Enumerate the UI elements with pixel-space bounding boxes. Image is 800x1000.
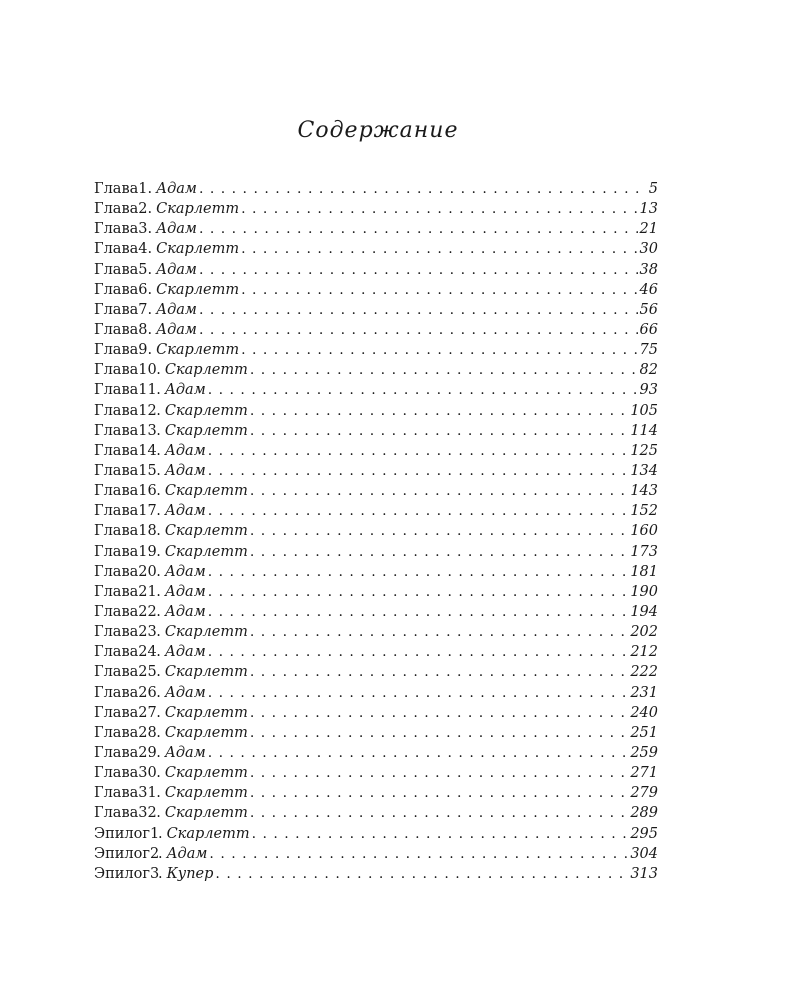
toc-dot-leader: [208, 501, 629, 521]
toc-entry: [94, 683, 658, 703]
toc-entry-title: Скарлетт: [164, 543, 248, 560]
toc-entry-number: 9: [138, 342, 148, 359]
toc-entry-page: 152: [630, 503, 658, 520]
toc-entry-separator: .: [156, 805, 161, 822]
toc-entry-kind: Эпилог: [94, 825, 150, 842]
toc-entry-number: 3: [149, 865, 160, 882]
toc-entry-title: Адам: [164, 744, 206, 761]
toc-entry-kind: Глава: [94, 281, 139, 298]
toc-entry-page: 114: [630, 422, 658, 439]
toc-entry: [94, 380, 658, 400]
toc-entry-number: 5: [138, 261, 148, 278]
toc-entry-separator: .: [156, 563, 161, 580]
toc-entry-number: 27: [138, 704, 157, 721]
toc-entry-number: 14: [138, 442, 157, 459]
toc-entry: [94, 280, 658, 300]
toc-entry-kind: Глава: [94, 382, 139, 399]
toc-entry-kind: Глава: [94, 442, 139, 459]
toc-entry-kind: Глава: [94, 483, 139, 500]
toc-entry: [94, 219, 658, 239]
toc-entry-number: 31: [138, 785, 157, 802]
toc-entry-page: 295: [630, 825, 658, 842]
toc-entry: [94, 340, 658, 360]
toc-entry-title: Скарлетт: [164, 664, 248, 681]
toc-dot-leader: [250, 723, 628, 743]
toc-entry-kind: Глава: [94, 765, 139, 782]
toc-dot-leader: [250, 662, 628, 682]
toc-entry: [94, 461, 658, 481]
toc-entry-kind: Глава: [94, 241, 139, 258]
toc-entry-separator: .: [147, 301, 153, 318]
toc-entry: [94, 441, 658, 461]
toc-entry-title: Скарлетт: [164, 724, 248, 741]
toc-entry-kind: Глава: [94, 321, 139, 338]
toc-entry-separator: .: [156, 442, 161, 459]
toc-entry-kind: Глава: [94, 362, 139, 379]
toc-entry-separator: .: [147, 201, 153, 218]
toc-entry-title: Скарлетт: [164, 402, 248, 419]
toc-entry-title: Адам: [164, 442, 206, 459]
toc-entry-page: 46: [639, 281, 658, 298]
toc-entry-number: 26: [138, 684, 157, 701]
toc-entry-separator: .: [147, 261, 153, 278]
toc-entry-separator: .: [147, 342, 153, 359]
toc-entry-separator: .: [147, 281, 153, 298]
toc-entry-kind: Глава: [94, 744, 139, 761]
toc-entry: [94, 864, 658, 884]
toc-dot-leader: [208, 582, 629, 602]
toc-entry-page: 56: [639, 301, 658, 318]
toc-entry-page: 304: [630, 845, 658, 862]
toc-entry-separator: .: [147, 221, 153, 238]
toc-entry: [94, 562, 658, 582]
toc-dot-leader: [250, 401, 628, 421]
toc-entry-title: Купер: [166, 865, 214, 882]
toc-dot-leader: [250, 421, 628, 441]
toc-entry: [94, 421, 658, 441]
toc-entry-separator: .: [156, 624, 161, 641]
toc-dot-leader: [241, 280, 637, 300]
toc-entry-title: Адам: [164, 503, 206, 520]
toc-entry-number: 20: [138, 563, 157, 580]
toc-entry-separator: .: [156, 744, 161, 761]
toc-entry: [94, 521, 658, 541]
toc-dot-leader: [199, 219, 638, 239]
toc-entry-title: Скарлетт: [164, 624, 248, 641]
toc-dot-leader: [199, 179, 647, 199]
toc-dot-leader: [250, 521, 628, 541]
toc-entry-page: 5: [648, 181, 658, 197]
toc-entry-kind: Глава: [94, 543, 139, 560]
toc-entry-separator: .: [156, 603, 161, 620]
toc-entry-title: Адам: [156, 321, 197, 338]
toc-entry: [94, 542, 658, 562]
toc-entry-separator: .: [156, 362, 161, 379]
toc-entry: [94, 582, 658, 602]
toc-dot-leader: [208, 602, 629, 622]
toc-entry-separator: .: [156, 543, 161, 560]
toc-entry-number: 12: [138, 402, 157, 419]
toc-entry: [94, 239, 658, 259]
toc-entry-separator: .: [156, 483, 161, 500]
toc-entry-kind: Глава: [94, 644, 139, 661]
toc-entry-separator: .: [156, 664, 161, 681]
toc-entry-separator: .: [156, 644, 161, 661]
toc-entry-kind: Глава: [94, 785, 139, 802]
toc-entry-separator: .: [156, 422, 161, 439]
toc-dot-leader: [215, 864, 628, 884]
toc-entry-separator: .: [156, 402, 161, 419]
toc-entry-kind: Глава: [94, 221, 139, 238]
toc-entry-title: Скарлетт: [156, 342, 240, 359]
toc-entry-title: Скарлетт: [164, 422, 248, 439]
toc-entry: [94, 763, 658, 783]
toc-entry-number: 23: [138, 624, 157, 641]
toc-entry-page: 289: [630, 805, 658, 822]
toc-entry-title: Скарлетт: [164, 765, 248, 782]
toc-entry: [94, 703, 658, 723]
toc-entry-number: 3: [138, 221, 148, 238]
toc-entry-separator: .: [156, 765, 161, 782]
toc-entry-kind: Глава: [94, 201, 139, 218]
toc-entry-page: 13: [639, 201, 658, 218]
toc-entry-number: 22: [138, 603, 157, 620]
toc-dot-leader: [199, 320, 638, 340]
toc-entry-title: Скарлетт: [166, 825, 250, 842]
toc-dot-leader: [250, 481, 628, 501]
toc-entry: [94, 622, 658, 642]
toc-entry-page: 160: [630, 523, 658, 540]
page-title: Содержание: [297, 118, 459, 143]
toc-entry: [94, 642, 658, 662]
toc-entry-title: Адам: [164, 382, 206, 399]
toc-entry-kind: Глава: [94, 503, 139, 520]
toc-entry-number: 21: [138, 583, 157, 600]
toc-entry-page: 82: [639, 362, 658, 379]
toc-dot-leader: [199, 300, 638, 320]
toc-entry: [94, 481, 658, 501]
toc-entry-number: 1: [138, 181, 148, 197]
toc-entry-title: Адам: [164, 684, 206, 701]
toc-dot-leader: [209, 844, 628, 864]
toc-dot-leader: [250, 542, 628, 562]
toc-entry-page: 30: [639, 241, 658, 258]
toc-entry: [94, 662, 658, 682]
toc-entry-title: Адам: [156, 261, 197, 278]
toc-entry: [94, 723, 658, 743]
toc-entry-kind: Глава: [94, 603, 139, 620]
toc-entry-separator: .: [157, 845, 163, 862]
toc-dot-leader: [250, 803, 628, 823]
toc-entry: [94, 824, 658, 844]
toc-entry-number: 18: [138, 523, 157, 540]
toc-entry-kind: Глава: [94, 583, 139, 600]
toc-entry-title: Адам: [156, 301, 197, 318]
toc-entry-title: Адам: [156, 181, 197, 197]
toc-entry-number: 2: [138, 201, 148, 218]
toc-entry-page: 240: [630, 704, 658, 721]
toc-entry-page: 125: [630, 442, 658, 459]
toc-entry-page: 231: [630, 684, 658, 701]
toc-entry-page: 38: [639, 261, 658, 278]
toc-entry-page: 93: [639, 382, 658, 399]
toc-entry-title: Адам: [164, 603, 206, 620]
toc-entry-number: 2: [149, 845, 160, 862]
toc-entry: [94, 260, 658, 280]
toc-entry-title: Адам: [166, 845, 208, 862]
toc-entry-separator: .: [156, 724, 161, 741]
toc-entry-page: 222: [630, 664, 658, 681]
toc-entry-kind: Эпилог: [94, 845, 150, 862]
toc-entry-kind: Глава: [94, 402, 139, 419]
toc-dot-leader: [250, 360, 638, 380]
toc-entry-kind: Глава: [94, 704, 139, 721]
toc-entry-title: Адам: [164, 583, 206, 600]
toc-entry: [94, 844, 658, 864]
toc-entry-title: Адам: [164, 644, 206, 661]
toc-dot-leader: [241, 239, 637, 259]
toc-entry-separator: .: [147, 321, 153, 338]
toc-entry-separator: .: [147, 241, 153, 258]
toc-entry-page: 212: [630, 644, 658, 661]
toc-entry-number: 19: [138, 543, 157, 560]
toc-dot-leader: [252, 824, 629, 844]
toc-entry-title: Адам: [164, 563, 206, 580]
toc-entry-title: Адам: [164, 462, 206, 479]
toc-entry-title: Адам: [156, 221, 197, 238]
toc-entry: [94, 803, 658, 823]
toc-dot-leader: [208, 743, 629, 763]
toc-entry-separator: .: [156, 704, 161, 721]
toc-dot-leader: [208, 380, 638, 400]
toc-entry-number: 13: [138, 422, 157, 439]
toc-entry-page: 75: [639, 342, 658, 359]
toc-entry-kind: Глава: [94, 684, 139, 701]
toc-entry-page: 313: [630, 865, 658, 882]
toc-entry: [94, 743, 658, 763]
toc-entry-separator: .: [157, 825, 163, 842]
toc-entry-separator: .: [156, 684, 161, 701]
toc-entry-number: 15: [138, 462, 157, 479]
toc-entry-kind: Глава: [94, 181, 139, 197]
toc-entry-kind: Эпилог: [94, 865, 150, 882]
toc-entry-number: 24: [138, 644, 157, 661]
toc-entry-page: 271: [630, 765, 658, 782]
toc-entry-title: Скарлетт: [156, 241, 240, 258]
toc-entry-separator: .: [156, 462, 161, 479]
toc-entry: [94, 602, 658, 622]
toc-dot-leader: [241, 340, 637, 360]
toc-entry-kind: Глава: [94, 805, 139, 822]
toc-entry-page: 66: [639, 321, 658, 338]
toc-entry-page: 190: [630, 583, 658, 600]
toc-entry-page: 202: [630, 624, 658, 641]
toc-entry-number: 25: [138, 664, 157, 681]
toc-entry-number: 6: [138, 281, 148, 298]
toc-entry-kind: Глава: [94, 462, 139, 479]
toc-dot-leader: [208, 683, 629, 703]
toc-entry-number: 32: [138, 805, 157, 822]
toc-entry: [94, 783, 658, 803]
toc-entry-page: 173: [630, 543, 658, 560]
toc-entry: [94, 320, 658, 340]
toc-entry-title: Скарлетт: [164, 704, 248, 721]
toc-entry-separator: .: [157, 865, 163, 882]
toc-entry-number: 16: [138, 483, 157, 500]
toc-entry-page: 259: [630, 744, 658, 761]
toc-entry-kind: Глава: [94, 664, 139, 681]
toc-entry-number: 8: [138, 321, 148, 338]
toc-dot-leader: [250, 763, 628, 783]
toc-entry: [94, 501, 658, 521]
toc-dot-leader: [250, 783, 628, 803]
toc-dot-leader: [250, 703, 628, 723]
toc-entry-title: Скарлетт: [156, 201, 240, 218]
toc-entry-title: Скарлетт: [164, 523, 248, 540]
toc-entry-title: Скарлетт: [156, 281, 240, 298]
toc-entry-kind: Глава: [94, 422, 139, 439]
toc-entry: [94, 300, 658, 320]
table-of-contents: [94, 179, 658, 884]
toc-dot-leader: [208, 441, 629, 461]
toc-entry-title: Скарлетт: [164, 362, 248, 379]
toc-entry-kind: Глава: [94, 624, 139, 641]
toc-entry-kind: Глава: [94, 724, 139, 741]
toc-entry-number: 10: [138, 362, 157, 379]
toc-entry-kind: Глава: [94, 261, 139, 278]
toc-entry: [94, 199, 658, 219]
toc-entry: [94, 401, 658, 421]
toc-entry-separator: .: [156, 382, 161, 399]
toc-dot-leader: [199, 260, 638, 280]
toc-dot-leader: [208, 562, 629, 582]
toc-entry-separator: .: [156, 503, 161, 520]
toc-dot-leader: [250, 622, 628, 642]
toc-entry-number: 17: [138, 503, 157, 520]
toc-entry-separator: .: [156, 785, 161, 802]
toc-entry-number: 28: [138, 724, 157, 741]
toc-entry-page: 143: [630, 483, 658, 500]
toc-entry-page: 279: [630, 785, 658, 802]
toc-dot-leader: [208, 642, 629, 662]
toc-dot-leader: [241, 199, 637, 219]
toc-entry-kind: Глава: [94, 523, 139, 540]
toc-entry-page: 21: [639, 221, 658, 238]
toc-entry: [94, 360, 658, 380]
toc-entry-title: Скарлетт: [164, 785, 248, 802]
toc-entry-number: 29: [138, 744, 157, 761]
toc-entry-separator: .: [156, 583, 161, 600]
toc-entry-page: 105: [630, 402, 658, 419]
toc-entry-number: 4: [138, 241, 148, 258]
toc-entry-separator: .: [156, 523, 161, 540]
toc-entry-kind: Глава: [94, 301, 139, 318]
toc-entry-title: Скарлетт: [164, 805, 248, 822]
toc-entry-number: 30: [138, 765, 157, 782]
toc-entry-page: 251: [630, 724, 658, 741]
toc-entry-number: 7: [138, 301, 148, 318]
toc-entry-title: Скарлетт: [164, 483, 248, 500]
toc-entry-page: 134: [630, 462, 658, 479]
toc-entry-number: 11: [138, 382, 157, 399]
toc-entry-kind: Глава: [94, 563, 139, 580]
toc-entry-page: 194: [630, 603, 658, 620]
toc-entry: [94, 179, 658, 199]
toc-entry-kind: Глава: [94, 342, 139, 359]
toc-dot-leader: [208, 461, 629, 481]
toc-entry-page: 181: [630, 563, 658, 580]
toc-entry-number: 1: [149, 825, 160, 842]
toc-entry-separator: .: [147, 181, 153, 197]
